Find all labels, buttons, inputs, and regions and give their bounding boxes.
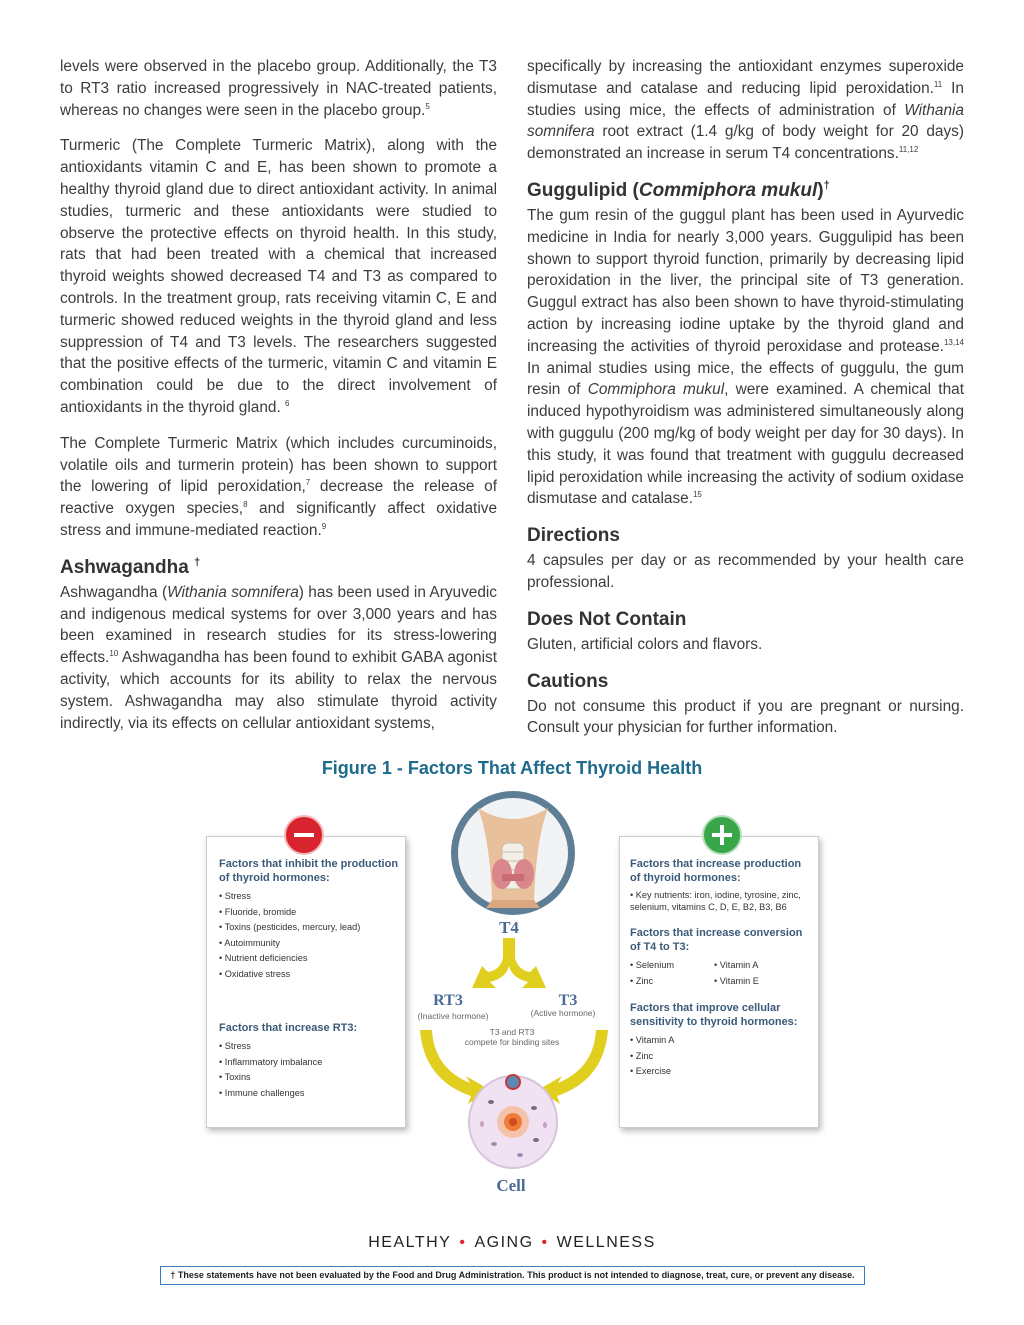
rt3-sublabel: (Inactive hormone) bbox=[417, 1011, 489, 1021]
tagline-word: WELLNESS bbox=[556, 1234, 656, 1251]
does-not-contain-heading: Does Not Contain bbox=[527, 608, 687, 630]
ashwagandha-heading: Ashwagandha † bbox=[60, 556, 201, 578]
list-item: • Oxidative stress bbox=[219, 967, 399, 983]
paragraph-ashwagandha-cont: specifically by increasing the antioxidant enzymes superoxide dismutase and catalase and reducing lipid peroxidation.$^{11}$ In studies using mice, the effects of administration of Withania somnifera root extract (1.4 g/kg of body weight for 20 days) demonstrated an increase in serum T4 concentrations.$^{11,12}$ bbox=[527, 58, 964, 163]
guggulipid-heading: Guggulipid (Commiphora mukul)† bbox=[527, 179, 830, 201]
cautions-heading: Cautions bbox=[527, 670, 609, 692]
cautions-text: Do not consume this product if you are pregnant or nursing. Consult your physician for further information. bbox=[527, 697, 964, 737]
list-item: • Stress bbox=[219, 889, 399, 905]
t3-label: T3 bbox=[558, 992, 578, 1009]
conversion-heading: Factors that increase conversion of T4 to T3: bbox=[630, 927, 803, 953]
paragraph-guggulipid: The gum resin of the guggul plant has been used in Ayurvedic medicine in India for nearly 3,000 years. Guggulipid has been shown to support thyroid function, primarily by decreasing lipid peroxidation in the liver, the principal site of T3 generation. Guggul extract has also been shown to have thyroid-stimulating action by increasing iodine uptake by the thyroid gland and increasing the activities of thyroid peroxidase and protease.$^{13,14}$ In animal studies using mice, the effects of guggulu, the gum resin of Commiphora mukul, were examined. A chemical that induced hypothyroidism was administered simultaneously along with guggulu (200 mg/kg of body weight per day for 30 days). In this study, it was found that treatment with guggulu decreased lipid peroxidation while increasing the activity of sodium oxidase dismutase and catalase.$^{15}$ bbox=[527, 206, 964, 508]
compete-label-1: T3 and RT3 bbox=[489, 1027, 535, 1037]
list-item: • Vitamin A bbox=[714, 960, 759, 970]
paragraph-ashwagandha: Ashwagandha (Withania somnifera) has been used in Aryuvedic and indigenous medical systems for over 3,000 years and has been examined in research studies for its stress-lowering effects.$^{10}$ Ashwagandha has been found to exhibit GABA agonist activity, which accounts for its ability to relax the nervous system. Ashwagandha may also stimulate thyroid activity indirectly, via its effects on cellular antioxidant systems, bbox=[60, 583, 498, 732]
list-item: • Toxins bbox=[219, 1070, 399, 1086]
list-item: • Immune challenges bbox=[219, 1086, 399, 1102]
rt3-label: RT3 bbox=[433, 992, 463, 1009]
list-item: • Vitamin E bbox=[714, 975, 759, 986]
t3-sublabel: (Active hormone) bbox=[530, 1008, 596, 1018]
cell-label: Cell bbox=[496, 1176, 526, 1195]
cell-icon bbox=[469, 1075, 557, 1168]
footer-tagline bbox=[0, 1234, 1024, 1252]
paragraph-nac: levels were observed in the placebo group. Additionally, the T3 to RT3 ratio increased progressively in NAC-treated patients, whereas no changes were seen in the placebo group.$^5$ bbox=[60, 58, 497, 119]
directions-heading: Directions bbox=[527, 525, 620, 547]
list-item: • Vitamin A bbox=[630, 1033, 812, 1049]
tagline-word: AGING bbox=[474, 1234, 534, 1251]
list-item: • Inflammatory imbalance bbox=[219, 1055, 399, 1071]
t4-label: T4 bbox=[499, 918, 519, 937]
inhibit-heading: Factors that inhibit the production of thyroid hormones: bbox=[219, 858, 399, 884]
list-item: • Zinc bbox=[630, 1049, 812, 1065]
list-item: • Selenium bbox=[630, 960, 675, 970]
compete-label-2: compete for binding sites bbox=[464, 1037, 560, 1047]
sensitivity-heading: Factors that improve cellular sensitivity to thyroid hormones: bbox=[630, 1002, 798, 1028]
list-item: • Nutrient deficiencies bbox=[219, 951, 399, 967]
rt3-factors-heading: Factors that increase RT3: bbox=[219, 1022, 358, 1034]
figure-title: Figure 1 - Factors That Affect Thyroid Health bbox=[321, 758, 703, 778]
list-item: • Fluoride, bromide bbox=[219, 905, 399, 921]
bullet-icon: • bbox=[541, 1234, 549, 1251]
list-item: • Toxins (pesticides, mercury, lead) bbox=[219, 920, 399, 936]
list-item: • Exercise bbox=[630, 1064, 812, 1080]
list-item: • Zinc bbox=[630, 975, 654, 986]
list-item: • Key nutrients: iron, iodine, tyrosine, zinc, selenium, vitamins C, D, E, B2, B3, B6 bbox=[630, 889, 812, 913]
paragraph-turmeric-matrix: The Complete Turmeric Matrix (which includes curcuminoids, volatile oils and turmerin protein) has been shown to support the lowering of lipid peroxidation,$^7$ decrease the release of reactive oxygen species,$^8$ and significantly affect oxidative stress and immune-mediated reaction.$^9$ bbox=[60, 434, 498, 539]
paragraph-turmeric: Turmeric (The Complete Turmeric Matrix), along with the antioxidants vitamin C and E, has been shown to promote a healthy thyroid gland due to direct antioxidant activity. In animal studies, turmeric and these antioxidants were studied to observe the protective effects on thyroid health. In this study, rats that had been treated with a chemical that increased thyroid weights showed decreased T4 and T3 as compared to controls. In the treatment group, rats receiving vitamin C, E and turmeric showed reduced weights in the thyroid gland and less suppression of T4 and T3 levels. The researchers suggested that the positive effects of the turmeric, vitamin C and vitamin E combination could be due to the direct involvement of antioxidants in the thyroid gland. $^6$ bbox=[60, 137, 497, 416]
increase-production-heading: Factors that increase production of thyroid hormones: bbox=[630, 858, 802, 884]
thyroid-throat-icon bbox=[451, 791, 575, 915]
directions-text: 4 capsules per day or as recommended by your health care professional. bbox=[527, 552, 964, 591]
fda-disclaimer: † These statements have not been evaluated by the Food and Drug Administration. This product is not intended to diagnose, treat, cure, or prevent any disease. bbox=[160, 1266, 865, 1285]
tagline-word: HEALTHY bbox=[368, 1234, 452, 1251]
bullet-icon: • bbox=[459, 1234, 467, 1251]
list-item: • Autoimmunity bbox=[219, 936, 399, 952]
does-not-contain-text: Gluten, artificial colors and flavors. bbox=[527, 635, 763, 653]
list-item: • Stress bbox=[219, 1039, 399, 1055]
